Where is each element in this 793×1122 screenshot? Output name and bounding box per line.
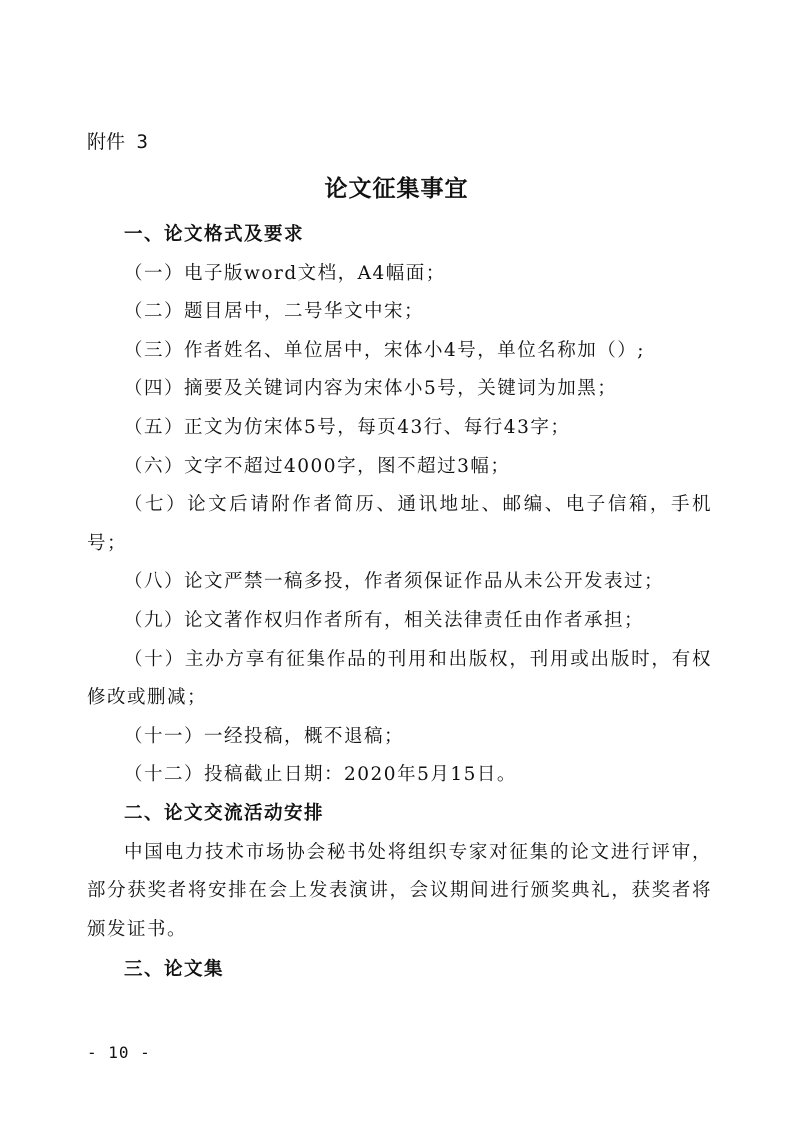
format-item-11: （十一）一经投稿，概不退稿；: [124, 725, 405, 747]
section-heading-collection: 三、论文集: [124, 959, 225, 981]
section-heading-format: 一、论文格式及要求: [124, 224, 305, 245]
format-item-4: （四）摘要及关键词内容为宋体小5号，关键词为加黑；: [124, 378, 618, 400]
attachment-label: 附件 3: [87, 131, 148, 153]
section-heading-exchange: 二、论文交流活动安排: [124, 802, 325, 824]
format-item-1: （一）电子版word文档，A4幅面；: [124, 262, 446, 284]
format-item-2: （二）题目居中，二号华文中宋；: [124, 301, 425, 323]
format-item-5: （五）正文为仿宋体5号，每页43行、每行43字；: [124, 416, 571, 438]
format-item-6: （六）文字不超过4000字，图不超过3幅；: [124, 455, 511, 477]
page-number: - 10 -: [87, 1043, 151, 1062]
format-item-3: （三）作者姓名、单位居中，宋体小4号，单位名称加（）;: [124, 339, 646, 361]
format-item-8: （八）论文严禁一稿多投，作者须保证作品从未公开发表过；: [124, 571, 665, 593]
document-body: [87, 216, 712, 990]
format-item-12: （十二）投稿截止日期：2020年5月15日。: [124, 764, 517, 786]
format-item-10: （十）主办方享有征集作品的刊用和出版权，刊用或出版时，有权修改或删减；: [87, 648, 712, 709]
exchange-paragraph: 中国电力技术市场协会秘书处将组织专家对征集的论文进行评审，部分获奖者将安排在会上发表演讲，会议期间进行颁奖典礼，获奖者将颁发证书。: [87, 841, 712, 940]
document-title: 论文征集事宜: [324, 176, 469, 202]
format-item-7: （七）论文后请附作者简历、通讯地址、邮编、电子信箱，手机号；: [87, 494, 712, 554]
format-item-9: （九）论文著作权归作者所有，相关法律责任由作者承担；: [124, 609, 645, 631]
